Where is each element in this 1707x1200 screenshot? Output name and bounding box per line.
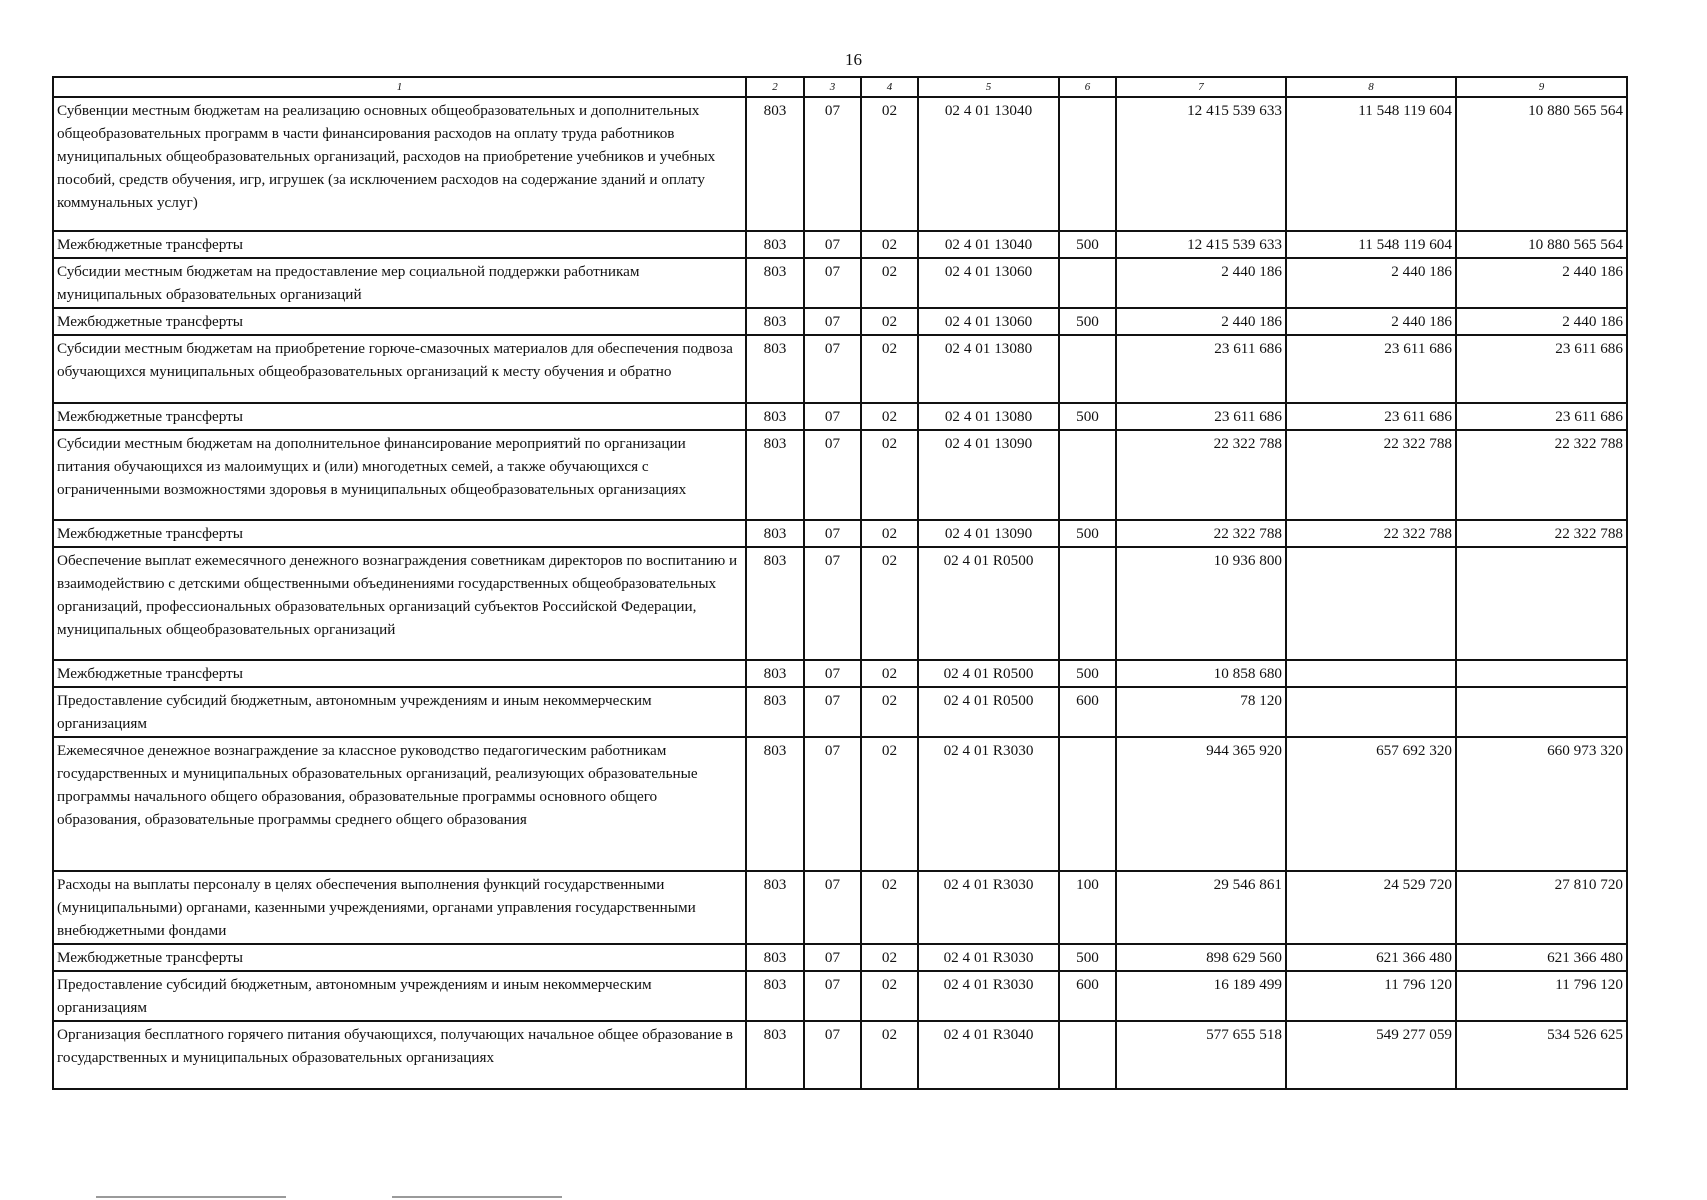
amount-year-1: 2 440 186: [1116, 258, 1286, 308]
subsection-code: 02: [861, 971, 918, 1021]
amount-year-2: 549 277 059: [1286, 1021, 1456, 1089]
amount-year-1: 10 858 680: [1116, 660, 1286, 687]
row-name: Межбюджетные трансферты: [53, 944, 746, 971]
target-article-code: 02 4 01 13040: [918, 97, 1059, 231]
target-article-code: 02 4 01 13090: [918, 520, 1059, 547]
column-header: 7: [1116, 77, 1286, 97]
expense-type-code: [1059, 430, 1116, 520]
amount-year-3: 23 611 686: [1456, 335, 1627, 403]
column-header: 8: [1286, 77, 1456, 97]
amount-year-1: 29 546 861: [1116, 871, 1286, 944]
expense-type-code: 500: [1059, 944, 1116, 971]
ministry-code: 803: [746, 520, 804, 547]
amount-year-3: [1456, 687, 1627, 737]
expense-type-code: 500: [1059, 308, 1116, 335]
subsection-code: 02: [861, 97, 918, 231]
table-row: [53, 258, 1627, 308]
amount-year-2: 11 548 119 604: [1286, 231, 1456, 258]
budget-table: [52, 76, 1628, 1090]
subsection-code: 02: [861, 871, 918, 944]
expense-type-code: 600: [1059, 687, 1116, 737]
section-code: 07: [804, 687, 861, 737]
ministry-code: 803: [746, 430, 804, 520]
section-code: 07: [804, 737, 861, 871]
row-name: Организация бесплатного горячего питания обучающихся, получающих начальное общее образование в государственных и муниципальных образовательных организациях: [53, 1021, 746, 1089]
amount-year-2: [1286, 660, 1456, 687]
amount-year-1: 78 120: [1116, 687, 1286, 737]
subsection-code: 02: [861, 520, 918, 547]
amount-year-3: 2 440 186: [1456, 308, 1627, 335]
section-code: 07: [804, 231, 861, 258]
amount-year-1: 22 322 788: [1116, 520, 1286, 547]
ministry-code: 803: [746, 944, 804, 971]
amount-year-3: 660 973 320: [1456, 737, 1627, 871]
section-code: 07: [804, 97, 861, 231]
amount-year-2: 22 322 788: [1286, 520, 1456, 547]
amount-year-2: 2 440 186: [1286, 258, 1456, 308]
target-article-code: 02 4 01 13080: [918, 335, 1059, 403]
target-article-code: 02 4 01 R3030: [918, 871, 1059, 944]
table-row: [53, 403, 1627, 430]
target-article-code: 02 4 01 13080: [918, 403, 1059, 430]
amount-year-1: 944 365 920: [1116, 737, 1286, 871]
amount-year-2: 621 366 480: [1286, 944, 1456, 971]
table-row: [53, 520, 1627, 547]
amount-year-1: 12 415 539 633: [1116, 231, 1286, 258]
amount-year-1: 898 629 560: [1116, 944, 1286, 971]
table-row: [53, 944, 1627, 971]
column-header: 4: [861, 77, 918, 97]
section-code: 07: [804, 335, 861, 403]
amount-year-2: 657 692 320: [1286, 737, 1456, 871]
row-name: Субсидии местным бюджетам на дополнительное финансирование мероприятий по организации питания обучающихся из малоимущих и (или) многодетных семей, а также обучающихся с ограниченными возможностями здоровья в муниципальных общеобразовательных организациях: [53, 430, 746, 520]
row-name: Расходы на выплаты персоналу в целях обеспечения выполнения функций государственными (муниципальными) органами, казенными учреждениями, органами управления государственными внебюджетными фондами: [53, 871, 746, 944]
row-name: Предоставление субсидий бюджетным, автономным учреждениям и иным некоммерческим организациям: [53, 971, 746, 1021]
amount-year-3: 23 611 686: [1456, 403, 1627, 430]
amount-year-1: 22 322 788: [1116, 430, 1286, 520]
ministry-code: 803: [746, 335, 804, 403]
table-row: [53, 660, 1627, 687]
row-name: Межбюджетные трансферты: [53, 403, 746, 430]
page-number: 16: [845, 50, 862, 69]
amount-year-3: 11 796 120: [1456, 971, 1627, 1021]
column-header: 9: [1456, 77, 1627, 97]
ministry-code: 803: [746, 1021, 804, 1089]
table-body: [53, 97, 1627, 1089]
amount-year-1: 23 611 686: [1116, 335, 1286, 403]
subsection-code: 02: [861, 547, 918, 660]
table-row: [53, 430, 1627, 520]
subsection-code: 02: [861, 308, 918, 335]
target-article-code: 02 4 01 R0500: [918, 547, 1059, 660]
column-header: 6: [1059, 77, 1116, 97]
table-header: [53, 77, 1627, 97]
ministry-code: 803: [746, 871, 804, 944]
amount-year-3: [1456, 660, 1627, 687]
table-row: [53, 231, 1627, 258]
amount-year-3: 10 880 565 564: [1456, 97, 1627, 231]
subsection-code: 02: [861, 1021, 918, 1089]
row-name: Межбюджетные трансферты: [53, 308, 746, 335]
bottom-edge-line: [96, 1196, 286, 1198]
amount-year-2: 22 322 788: [1286, 430, 1456, 520]
target-article-code: 02 4 01 R3030: [918, 971, 1059, 1021]
ministry-code: 803: [746, 403, 804, 430]
expense-type-code: 500: [1059, 520, 1116, 547]
target-article-code: 02 4 01 13090: [918, 430, 1059, 520]
header-row: [53, 77, 1627, 97]
expense-type-code: 600: [1059, 971, 1116, 1021]
amount-year-3: 534 526 625: [1456, 1021, 1627, 1089]
amount-year-3: [1456, 547, 1627, 660]
ministry-code: 803: [746, 737, 804, 871]
section-code: 07: [804, 403, 861, 430]
amount-year-1: 12 415 539 633: [1116, 97, 1286, 231]
amount-year-1: 10 936 800: [1116, 547, 1286, 660]
amount-year-3: 621 366 480: [1456, 944, 1627, 971]
subsection-code: 02: [861, 403, 918, 430]
subsection-code: 02: [861, 737, 918, 871]
row-name: Предоставление субсидий бюджетным, автономным учреждениям и иным некоммерческим организациям: [53, 687, 746, 737]
row-name: Субсидии местным бюджетам на приобретение горюче-смазочных материалов для обеспечения подвоза обучающихся муниципальных общеобразовательных организаций к месту обучения и обратно: [53, 335, 746, 403]
section-code: 07: [804, 971, 861, 1021]
amount-year-2: 23 611 686: [1286, 335, 1456, 403]
amount-year-2: 2 440 186: [1286, 308, 1456, 335]
amount-year-1: 577 655 518: [1116, 1021, 1286, 1089]
subsection-code: 02: [861, 335, 918, 403]
row-name: Межбюджетные трансферты: [53, 660, 746, 687]
row-name: Обеспечение выплат ежемесячного денежного вознаграждения советникам директоров по воспитанию и взаимодействию с детскими общественными объединениями государственных общеобразовательных организаций, профессиональных образовательных организаций субъектов Российской Федерации, муниципальных общеобразовательных организаций: [53, 547, 746, 660]
column-header: 2: [746, 77, 804, 97]
amount-year-2: 11 796 120: [1286, 971, 1456, 1021]
table-row: [53, 737, 1627, 871]
target-article-code: 02 4 01 13040: [918, 231, 1059, 258]
expense-type-code: 500: [1059, 403, 1116, 430]
subsection-code: 02: [861, 944, 918, 971]
ministry-code: 803: [746, 258, 804, 308]
amount-year-3: 27 810 720: [1456, 871, 1627, 944]
expense-type-code: [1059, 335, 1116, 403]
amount-year-3: 10 880 565 564: [1456, 231, 1627, 258]
target-article-code: 02 4 01 R3040: [918, 1021, 1059, 1089]
amount-year-2: [1286, 687, 1456, 737]
row-name: Субсидии местным бюджетам на предоставление мер социальной поддержки работникам муниципальных образовательных организаций: [53, 258, 746, 308]
expense-type-code: 500: [1059, 231, 1116, 258]
bottom-edge-line: [392, 1196, 562, 1198]
column-header: 3: [804, 77, 861, 97]
amount-year-1: 2 440 186: [1116, 308, 1286, 335]
section-code: 07: [804, 660, 861, 687]
subsection-code: 02: [861, 687, 918, 737]
ministry-code: 803: [746, 971, 804, 1021]
ministry-code: 803: [746, 231, 804, 258]
expense-type-code: [1059, 97, 1116, 231]
expense-type-code: [1059, 258, 1116, 308]
table-row: [53, 308, 1627, 335]
amount-year-3: 22 322 788: [1456, 430, 1627, 520]
column-header: 5: [918, 77, 1059, 97]
table-row: [53, 97, 1627, 231]
subsection-code: 02: [861, 258, 918, 308]
subsection-code: 02: [861, 231, 918, 258]
row-name: Межбюджетные трансферты: [53, 231, 746, 258]
target-article-code: 02 4 01 13060: [918, 258, 1059, 308]
ministry-code: 803: [746, 308, 804, 335]
amount-year-1: 16 189 499: [1116, 971, 1286, 1021]
section-code: 07: [804, 944, 861, 971]
target-article-code: 02 4 01 R3030: [918, 944, 1059, 971]
table-row: [53, 971, 1627, 1021]
row-name: Ежемесячное денежное вознаграждение за классное руководство педагогическим работникам государственных и муниципальных образовательных организаций, реализующих образовательные программы начального общего образования, образовательные программы основного общего образования, образовательные программы среднего общего образования: [53, 737, 746, 871]
table-row: [53, 687, 1627, 737]
amount-year-2: 11 548 119 604: [1286, 97, 1456, 231]
target-article-code: 02 4 01 13060: [918, 308, 1059, 335]
target-article-code: 02 4 01 R0500: [918, 660, 1059, 687]
ministry-code: 803: [746, 687, 804, 737]
amount-year-2: 23 611 686: [1286, 403, 1456, 430]
target-article-code: 02 4 01 R0500: [918, 687, 1059, 737]
subsection-code: 02: [861, 660, 918, 687]
amount-year-1: 23 611 686: [1116, 403, 1286, 430]
subsection-code: 02: [861, 430, 918, 520]
section-code: 07: [804, 1021, 861, 1089]
table-row: [53, 871, 1627, 944]
column-header: 1: [53, 77, 746, 97]
ministry-code: 803: [746, 97, 804, 231]
ministry-code: 803: [746, 660, 804, 687]
amount-year-2: 24 529 720: [1286, 871, 1456, 944]
ministry-code: 803: [746, 547, 804, 660]
section-code: 07: [804, 258, 861, 308]
target-article-code: 02 4 01 R3030: [918, 737, 1059, 871]
section-code: 07: [804, 547, 861, 660]
amount-year-2: [1286, 547, 1456, 660]
table-row: [53, 335, 1627, 403]
expense-type-code: 100: [1059, 871, 1116, 944]
row-name: Межбюджетные трансферты: [53, 520, 746, 547]
expense-type-code: [1059, 737, 1116, 871]
expense-type-code: [1059, 1021, 1116, 1089]
table-row: [53, 547, 1627, 660]
expense-type-code: [1059, 547, 1116, 660]
row-name: Субвенции местным бюджетам на реализацию основных общеобразовательных и дополнительных общеобразовательных программ в части финансирования расходов на оплату труда работников муниципальных общеобразовательных организаций, расходов на приобретение учебников и учебных пособий, средств обучения, игр, игрушек (за исключением расходов на содержание зданий и оплату коммунальных услуг): [53, 97, 746, 231]
expense-type-code: 500: [1059, 660, 1116, 687]
table-row: [53, 1021, 1627, 1089]
amount-year-3: 22 322 788: [1456, 520, 1627, 547]
section-code: 07: [804, 520, 861, 547]
section-code: 07: [804, 871, 861, 944]
amount-year-3: 2 440 186: [1456, 258, 1627, 308]
section-code: 07: [804, 430, 861, 520]
section-code: 07: [804, 308, 861, 335]
